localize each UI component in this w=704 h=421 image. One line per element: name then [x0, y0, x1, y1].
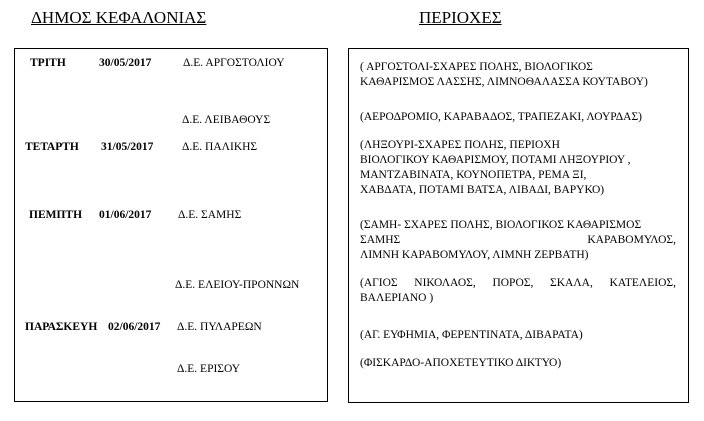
area-line: (ΑΕΡΟΔΡΟΜΙΟ, ΚΑΡΑΒΑΔΟΣ, ΤΡΑΠΕΖΑΚΙ, ΛΟΥΡΔΑΣ) — [360, 111, 642, 123]
schedule-date: 02/06/2017 — [108, 321, 161, 333]
area-block — [360, 218, 676, 263]
municipality-heading: ΔΗΜΟΣ ΚΕΦΑΛΟΝΙΑΣ — [31, 8, 207, 27]
area-line: (ΦΙΣΚΑΡΔΟ-ΑΠΟΧΕΤΕΥΤΙΚΟ ΔΙΚΤΥΟ) — [360, 357, 562, 369]
schedule-box — [14, 48, 328, 402]
area-block — [360, 276, 676, 306]
schedule-date: 01/06/2017 — [99, 209, 152, 221]
schedule-unit: Δ.Ε. ΠΑΛΙΚΗΣ — [182, 141, 258, 153]
area-line: ΜΑΝΤΖΑΒΙΝΑΤΑ, ΚΟΥΝΟΠΕΤΡΑ, ΡΕΜΑ ΞΙ, — [360, 169, 587, 181]
area-line: ΒΑΛΕΡΙΑΝΟ ) — [360, 292, 434, 304]
schedule-unit: Δ.Ε. ΑΡΓΟΣΤΟΛΙΟΥ — [183, 57, 285, 69]
schedule-unit: Δ.Ε. ΕΛΕΙΟΥ-ΠΡΟΝΝΩΝ — [175, 279, 300, 291]
area-line: ΧΑΒΔΑΤΑ, ΠΟΤΑΜΙ ΒΑΤΣΑ, ΛΙΒΑΔΙ, ΒΑΡΥΚΟ) — [360, 184, 605, 196]
area-block — [360, 60, 676, 90]
area-block — [360, 328, 676, 343]
areas-heading: ΠΕΡΙΟΧΕΣ — [419, 8, 502, 27]
schedule-day: ΤΕΤΑΡΤΗ — [25, 141, 79, 153]
area-line: (ΛΗΞΟΥΡΙ-ΣΧΑΡΕΣ ΠΟΛΗΣ, ΠΕΡΙΟΧΗ — [360, 139, 560, 151]
area-block — [360, 110, 676, 125]
area-line: ΒΙΟΛΟΓΙΚΟΥ ΚΑΘΑΡΙΣΜΟΥ, ΠΟΤΑΜΙ ΛΗΞΟΥΡΙΟΥ , — [360, 154, 631, 166]
area-line: (ΑΓ. ΕΥΦΗΜΙΑ, ΦΕΡΕΝΤΙΝΑΤΑ, ΔΙΒΑΡΑΤΑ) — [360, 329, 583, 341]
schedule-date: 30/05/2017 — [99, 57, 152, 69]
schedule-day: ΠΕΜΠΤΗ — [29, 209, 83, 221]
area-line: (ΑΓΙΟΣ ΝΙΚΟΛΑΟΣ, ΠΟΡΟΣ, ΣΚΑΛΑ, ΚΑΤΕΛΕΙΟΣ, — [360, 277, 676, 289]
schedule-unit: Δ.Ε. ΠΥΛΑΡΕΩΝ — [177, 321, 262, 333]
schedule-day: ΤΡΙΤΗ — [30, 57, 66, 69]
schedule-unit: Δ.Ε. ΛΕΙΒΑΘΟΥΣ — [182, 114, 271, 126]
area-line: ΚΑΘΑΡΙΣΜΟΣ ΛΑΣΣΗΣ, ΛΙΜΝΟΘΑΛΑΣΣΑ ΚΟΥΤΑΒΟΥ) — [360, 76, 648, 88]
schedule-unit: Δ.Ε. ΕΡΙΣΟΥ — [177, 363, 241, 375]
area-block — [360, 356, 676, 371]
area-line: ( ΑΡΓΟΣΤΟΛΙ-ΣΧΑΡΕΣ ΠΟΛΗΣ, ΒΙΟΛΟΓΙΚΟΣ — [360, 61, 593, 73]
schedule-date: 31/05/2017 — [101, 141, 154, 153]
area-line: ΛΙΜΝΗ ΚΑΡΑΒΟΜΥΛΟΥ, ΛΙΜΝΗ ΖΕΡΒΑΤΗ) — [360, 249, 589, 261]
area-line: ΣΑΜΗΣ ΚΑΡΑΒΟΜΥΛΟΣ, — [360, 234, 676, 246]
schedule-day: ΠΑΡΑΣΚΕΥΗ — [25, 321, 98, 333]
area-block — [360, 138, 676, 198]
area-line: (ΣΑΜΗ- ΣΧΑΡΕΣ ΠΟΛΗΣ, ΒΙΟΛΟΓΙΚΟΣ ΚΑΘΑΡΙΣΜΟΣ — [360, 219, 642, 231]
schedule-unit: Δ.Ε. ΣΑΜΗΣ — [178, 209, 242, 221]
